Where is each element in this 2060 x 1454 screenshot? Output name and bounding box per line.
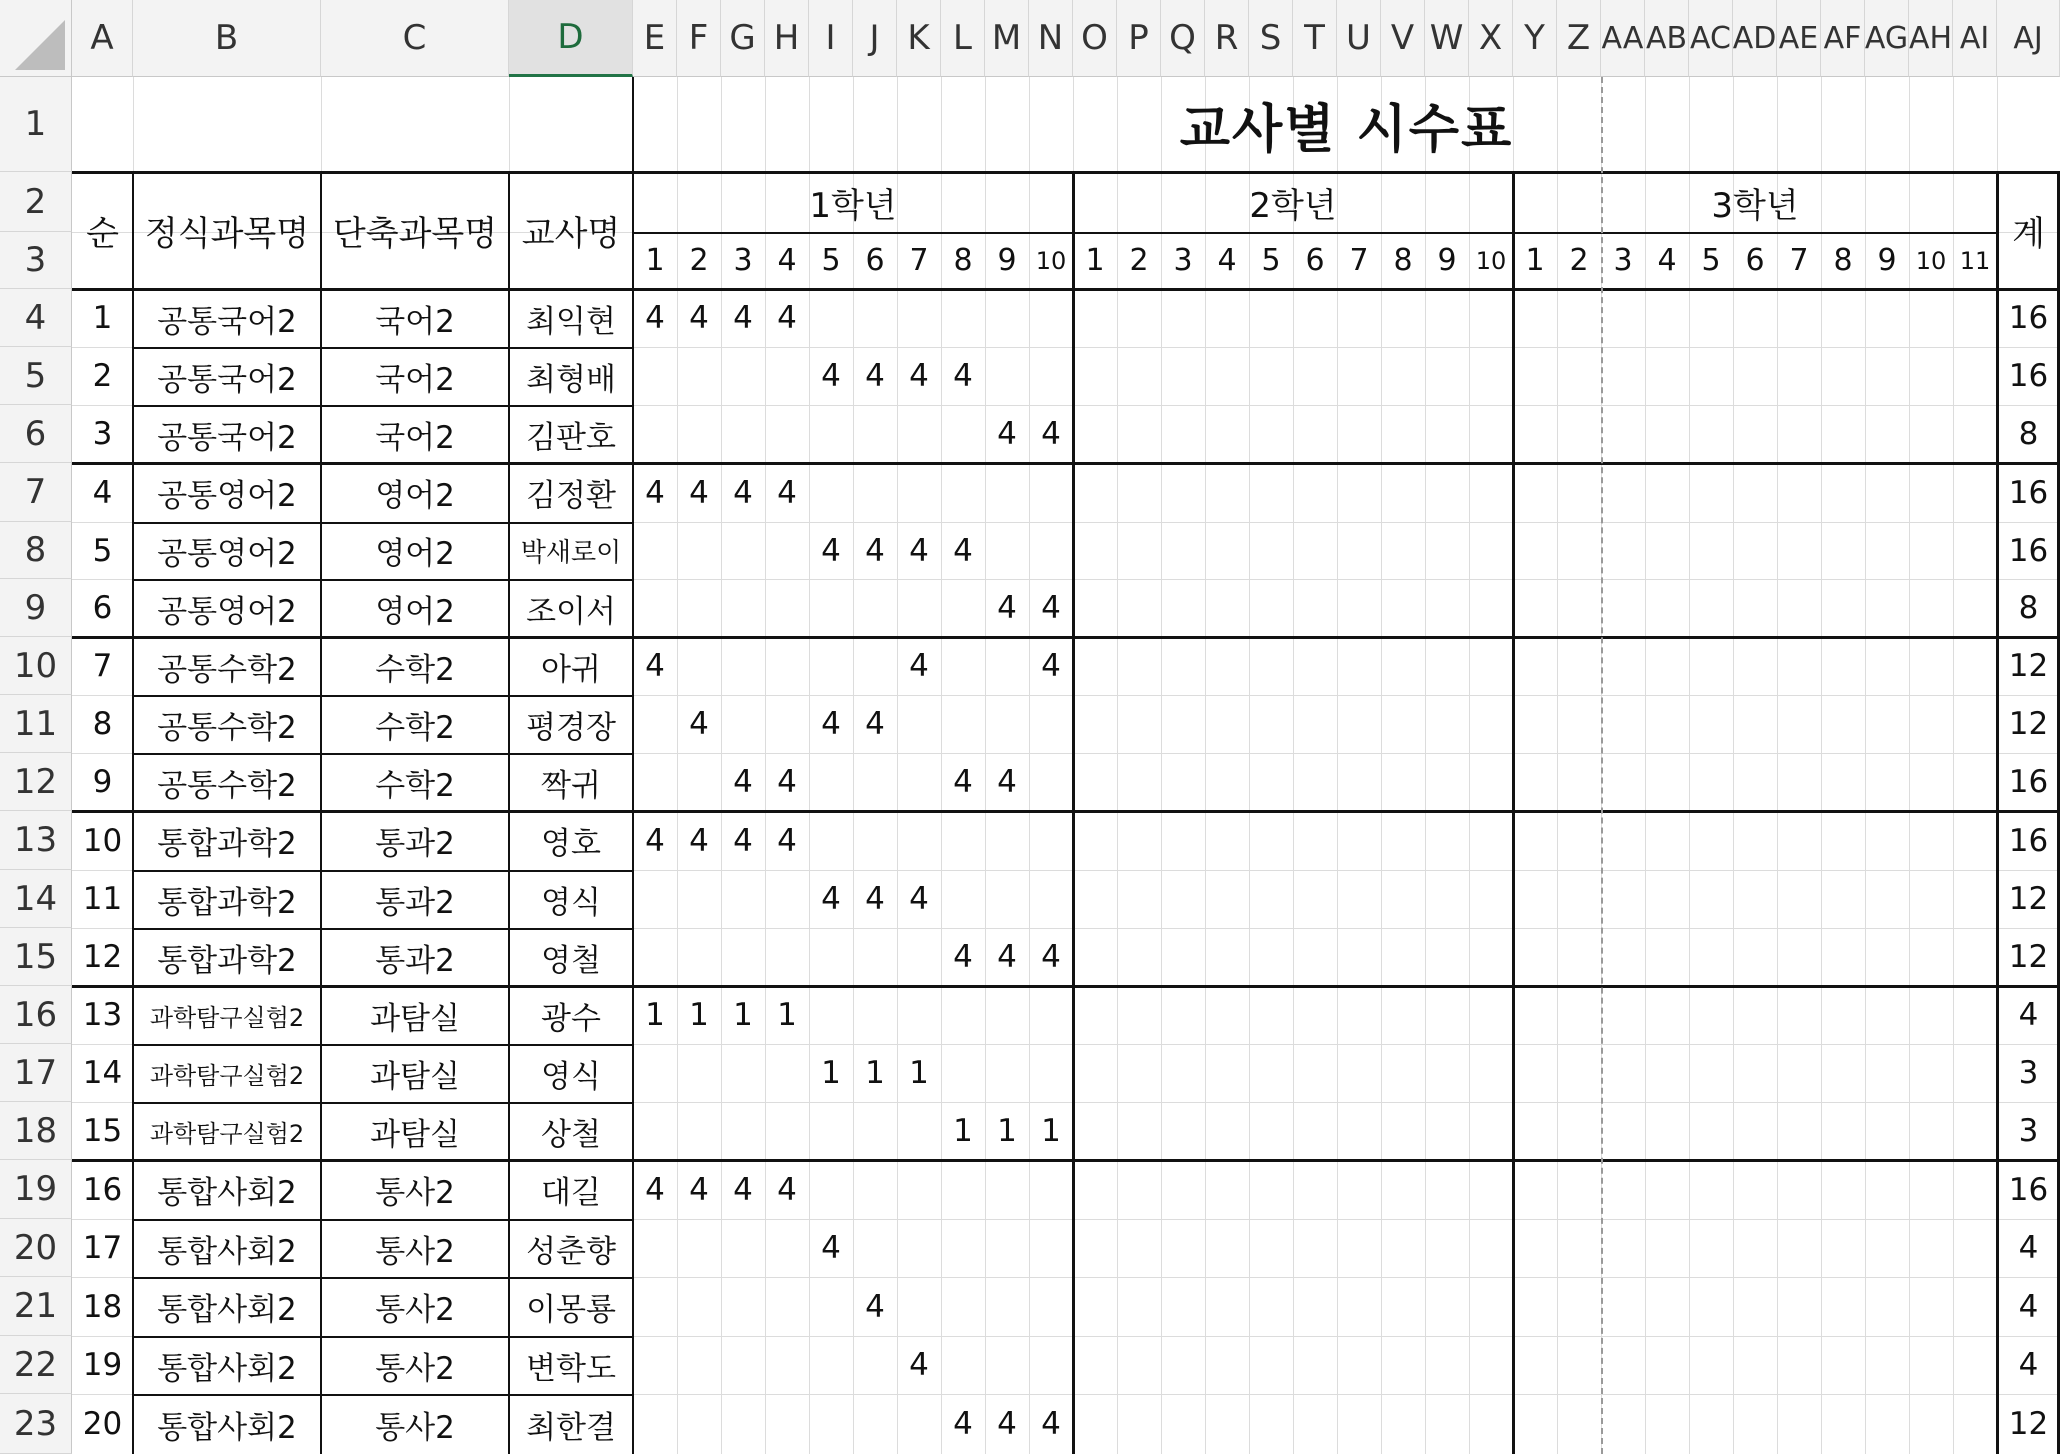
border-total-left [1996, 172, 1999, 1454]
hours-cell[interactable]: 4 [865, 358, 885, 394]
teacher-cell[interactable]: 최익현 [526, 303, 616, 340]
column-header-m[interactable]: M [985, 0, 1029, 77]
seq-cell[interactable]: 9 [92, 764, 113, 800]
seq-cell[interactable]: 17 [82, 1230, 123, 1266]
row-header-12[interactable]: 12 [0, 753, 72, 811]
short-subject-cell[interactable]: 과탐실 [370, 1000, 460, 1037]
total-cell[interactable]: 16 [2008, 532, 2049, 569]
seq-cell[interactable]: 8 [92, 706, 113, 742]
header-class-number[interactable]: 10 [1475, 246, 1507, 275]
hours-cell[interactable]: 4 [909, 1347, 929, 1383]
hours-cell[interactable]: 4 [909, 648, 929, 684]
border-row [133, 695, 633, 697]
hours-cell[interactable]: 4 [865, 1288, 885, 1325]
header-class-number[interactable]: 4 [1217, 243, 1237, 278]
formal-subject-cell[interactable]: 공통수학2 [157, 651, 297, 688]
short-subject-cell[interactable]: 국어2 [375, 303, 455, 340]
formal-subject-cell[interactable]: 공통국어2 [157, 361, 297, 398]
teacher-cell[interactable]: 짝귀 [541, 767, 601, 804]
short-subject-cell[interactable]: 국어2 [375, 361, 455, 398]
column-header-y[interactable]: Y [1513, 0, 1557, 77]
teacher-cell[interactable]: 광수 [541, 1000, 601, 1037]
formal-subject-cell[interactable]: 공통국어2 [157, 419, 297, 456]
hours-cell[interactable]: 4 [821, 706, 841, 742]
hours-cell[interactable]: 1 [645, 997, 665, 1033]
total-cell[interactable]: 4 [2018, 1347, 2039, 1383]
formal-subject-cell[interactable]: 과학탐구실험2 [149, 1119, 305, 1148]
hours-cell[interactable]: 4 [645, 822, 665, 859]
border-row [133, 928, 633, 930]
border-row [133, 811, 633, 813]
short-subject-cell[interactable]: 과탐실 [370, 1116, 460, 1153]
header-formal-subject[interactable]: 정식과목명 [144, 214, 310, 254]
column-header-aa[interactable]: AA [1601, 0, 1645, 77]
hours-cell[interactable]: 4 [733, 1171, 753, 1208]
border-row [133, 1277, 633, 1279]
header-total[interactable]: 계 [2012, 214, 2045, 254]
total-cell[interactable]: 3 [2018, 1055, 2039, 1091]
header-short-subject[interactable]: 단축과목명 [332, 214, 498, 254]
column-header-x[interactable]: X [1469, 0, 1513, 77]
seq-cell[interactable]: 2 [92, 358, 113, 394]
hours-cell[interactable]: 1 [865, 1055, 885, 1091]
teacher-cell[interactable]: 영철 [541, 942, 601, 979]
short-subject-cell[interactable]: 수학2 [375, 767, 455, 804]
hours-cell[interactable]: 4 [645, 474, 665, 511]
short-subject-cell[interactable]: 통사2 [375, 1292, 455, 1328]
border-grade-divider [1072, 172, 1075, 1454]
formal-subject-cell[interactable]: 통합사회2 [157, 1292, 297, 1328]
seq-cell[interactable]: 10 [82, 822, 123, 859]
column-header-ab[interactable]: AB [1645, 0, 1689, 77]
teacher-cell[interactable]: 아귀 [541, 651, 601, 688]
hours-cell[interactable]: 4 [733, 764, 753, 800]
hours-cell[interactable]: 4 [733, 822, 753, 859]
teacher-cell[interactable]: 조이서 [526, 593, 616, 630]
row-header-11[interactable]: 11 [0, 695, 72, 753]
border-row [133, 1394, 633, 1396]
column-header-f[interactable]: F [677, 0, 721, 77]
column-header-s[interactable]: S [1249, 0, 1293, 77]
column-header-ag[interactable]: AG [1865, 0, 1909, 77]
hours-cell[interactable]: 4 [821, 1230, 841, 1266]
total-cell[interactable]: 4 [2018, 1288, 2039, 1325]
row-header-2[interactable]: 2 [0, 172, 72, 232]
hours-cell[interactable]: 4 [777, 822, 797, 859]
short-subject-cell[interactable]: 영어2 [375, 593, 455, 630]
hours-cell[interactable]: 4 [777, 764, 797, 800]
hours-cell[interactable]: 4 [645, 1171, 665, 1208]
hours-cell[interactable]: 4 [777, 1171, 797, 1208]
total-cell[interactable]: 12 [2008, 1406, 2049, 1442]
seq-cell[interactable]: 5 [92, 532, 113, 569]
teacher-cell[interactable]: 최한결 [526, 1409, 616, 1446]
seq-cell[interactable]: 11 [82, 881, 123, 917]
hours-cell[interactable]: 4 [821, 532, 841, 569]
formal-subject-cell[interactable]: 공통영어2 [157, 478, 297, 514]
row-header-7[interactable]: 7 [0, 463, 72, 522]
border-vertical-column [632, 172, 634, 1454]
teacher-cell[interactable]: 영식 [541, 884, 601, 921]
hours-cell[interactable]: 4 [1041, 648, 1061, 684]
hours-cell[interactable]: 4 [777, 474, 797, 511]
formal-subject-cell[interactable]: 과학탐구실험2 [149, 1061, 305, 1090]
formal-subject-cell[interactable]: 공통국어2 [157, 303, 297, 340]
seq-cell[interactable]: 15 [82, 1113, 123, 1149]
column-header-z[interactable]: Z [1557, 0, 1601, 77]
hours-cell[interactable]: 1 [953, 1113, 973, 1149]
header-grade-2[interactable]: 2학년 [1249, 185, 1337, 226]
total-cell[interactable]: 4 [2018, 997, 2039, 1033]
header-class-number[interactable]: 2 [689, 243, 709, 278]
formal-subject-cell[interactable]: 공통영어2 [157, 536, 297, 572]
seq-cell[interactable]: 4 [92, 474, 113, 511]
column-header-w[interactable]: W [1425, 0, 1469, 77]
border-row [133, 870, 633, 872]
column-header-u[interactable]: U [1337, 0, 1381, 77]
hours-cell[interactable]: 4 [777, 300, 797, 336]
hours-cell[interactable]: 4 [733, 300, 753, 336]
seq-cell[interactable]: 3 [92, 416, 113, 452]
total-cell[interactable]: 12 [2008, 881, 2049, 917]
hours-cell[interactable]: 4 [909, 358, 929, 394]
row-header-4[interactable]: 4 [0, 289, 72, 347]
hours-cell[interactable]: 4 [953, 358, 973, 394]
hours-cell[interactable]: 1 [733, 997, 753, 1033]
total-cell[interactable]: 16 [2008, 474, 2049, 511]
row-header-15[interactable]: 15 [0, 928, 72, 986]
select-all-corner[interactable] [0, 0, 72, 77]
row-header-6[interactable]: 6 [0, 405, 72, 463]
column-header-j[interactable]: J [853, 0, 897, 77]
border-row [133, 463, 633, 465]
header-class-number[interactable]: 4 [777, 243, 797, 278]
formal-subject-cell[interactable]: 통합사회2 [157, 1350, 297, 1387]
column-header-v[interactable]: V [1381, 0, 1425, 77]
hours-cell[interactable]: 1 [821, 1055, 841, 1091]
seq-cell[interactable]: 20 [82, 1406, 123, 1442]
column-header-l[interactable]: L [941, 0, 985, 77]
column-header-e[interactable]: E [633, 0, 677, 77]
row-header-9[interactable]: 9 [0, 579, 72, 637]
hours-cell[interactable]: 4 [997, 416, 1017, 452]
hours-cell[interactable]: 4 [1041, 416, 1061, 452]
header-class-number[interactable]: 3 [1613, 243, 1633, 278]
column-header-ac[interactable]: AC [1689, 0, 1733, 77]
hours-cell[interactable]: 4 [953, 764, 973, 800]
hours-cell[interactable]: 4 [645, 648, 665, 684]
header-class-number[interactable]: 7 [1789, 243, 1809, 278]
border-row [133, 522, 633, 524]
hours-cell[interactable]: 4 [909, 532, 929, 569]
border-row [133, 753, 633, 755]
border-vertical-column [508, 172, 510, 1454]
row-header-19[interactable]: 19 [0, 1160, 72, 1219]
header-class-number[interactable]: 8 [1833, 243, 1853, 278]
header-class-number[interactable]: 9 [997, 243, 1017, 278]
formal-subject-cell[interactable]: 통합과학2 [157, 826, 297, 862]
total-cell[interactable]: 16 [2008, 358, 2049, 394]
formal-subject-cell[interactable]: 공통수학2 [157, 709, 297, 746]
hours-cell[interactable]: 1 [1041, 1113, 1061, 1149]
hours-cell[interactable]: 4 [997, 939, 1017, 975]
select-all-triangle-icon [15, 20, 65, 70]
seq-cell[interactable]: 6 [92, 590, 113, 626]
column-header-n[interactable]: N [1029, 0, 1073, 77]
column-header-o[interactable]: O [1073, 0, 1117, 77]
hours-cell[interactable]: 4 [953, 939, 973, 975]
hours-cell[interactable]: 4 [821, 358, 841, 394]
hours-cell[interactable]: 1 [689, 997, 709, 1033]
column-header-r[interactable]: R [1205, 0, 1249, 77]
total-cell[interactable]: 12 [2008, 706, 2049, 742]
hours-cell[interactable]: 4 [865, 706, 885, 742]
short-subject-cell[interactable]: 통사2 [375, 1409, 455, 1446]
header-class-number[interactable]: 6 [1305, 243, 1325, 278]
border-row [133, 579, 633, 581]
border-row [133, 347, 633, 349]
header-class-number[interactable]: 8 [1393, 243, 1413, 278]
formal-subject-cell[interactable]: 공통영어2 [157, 593, 297, 630]
hours-cell[interactable]: 4 [909, 881, 929, 917]
border-table-top [72, 171, 2060, 174]
total-cell[interactable]: 16 [2008, 1171, 2049, 1208]
short-subject-cell[interactable]: 영어2 [375, 478, 455, 514]
border-title-left [632, 77, 634, 172]
row-header-23[interactable]: 23 [0, 1394, 72, 1454]
short-subject-cell[interactable]: 통과2 [375, 884, 455, 921]
header-class-number[interactable]: 6 [1745, 243, 1765, 278]
column-header-aj[interactable]: AJ [1997, 0, 2060, 77]
seq-cell[interactable]: 13 [82, 997, 123, 1033]
formal-subject-cell[interactable]: 통합사회2 [157, 1409, 297, 1446]
column-header-b[interactable]: B [133, 0, 321, 77]
border-row [133, 986, 633, 988]
column-header-c[interactable]: C [321, 0, 509, 77]
short-subject-cell[interactable]: 과탐실 [370, 1058, 460, 1095]
total-cell[interactable]: 12 [2008, 648, 2049, 684]
sheet-title[interactable]: 교사별 시수표 [1179, 100, 1514, 160]
row-header-8[interactable]: 8 [0, 522, 72, 579]
hours-cell[interactable]: 4 [1041, 1406, 1061, 1442]
row-header-5[interactable]: 5 [0, 347, 72, 405]
teacher-cell[interactable]: 대길 [541, 1175, 601, 1211]
hours-cell[interactable]: 4 [1041, 590, 1061, 626]
border-vertical-column [132, 172, 134, 1454]
short-subject-cell[interactable]: 통과2 [375, 942, 455, 979]
header-class-number[interactable]: 9 [1877, 243, 1897, 278]
header-class-number[interactable]: 6 [865, 243, 885, 278]
border-row [133, 1219, 633, 1221]
formal-subject-cell[interactable]: 공통수학2 [157, 767, 297, 804]
teacher-cell[interactable]: 영식 [541, 1058, 601, 1095]
border-grade-under [633, 232, 1997, 234]
row-header-18[interactable]: 18 [0, 1102, 72, 1160]
column-header-af[interactable]: AF [1821, 0, 1865, 77]
hours-cell[interactable]: 4 [689, 1171, 709, 1208]
teacher-cell[interactable]: 영호 [541, 826, 601, 862]
column-header-ad[interactable]: AD [1733, 0, 1777, 77]
hours-cell[interactable]: 4 [689, 706, 709, 742]
seq-cell[interactable]: 18 [82, 1288, 123, 1325]
teacher-cell[interactable]: 평경장 [526, 709, 616, 746]
row-header-13[interactable]: 13 [0, 811, 72, 870]
teacher-cell[interactable]: 성춘향 [526, 1233, 616, 1270]
header-class-number[interactable]: 7 [1349, 243, 1369, 278]
hours-cell[interactable]: 4 [645, 300, 665, 336]
teacher-cell[interactable]: 이몽룡 [526, 1292, 616, 1328]
hours-cell[interactable]: 4 [953, 1406, 973, 1442]
header-seq[interactable]: 순 [86, 214, 119, 254]
row-header-16[interactable]: 16 [0, 986, 72, 1044]
row-header-3[interactable]: 3 [0, 232, 72, 289]
hours-cell[interactable]: 4 [865, 532, 885, 569]
hours-cell[interactable]: 1 [997, 1113, 1017, 1149]
seq-cell[interactable]: 16 [82, 1171, 123, 1208]
column-header-q[interactable]: Q [1161, 0, 1205, 77]
seq-cell[interactable]: 7 [92, 648, 113, 684]
total-cell[interactable]: 16 [2008, 822, 2049, 859]
short-subject-cell[interactable]: 통사2 [375, 1175, 455, 1211]
formal-subject-cell[interactable]: 과학탐구실험2 [149, 1003, 305, 1032]
header-class-number[interactable]: 1 [645, 243, 665, 278]
column-header-ah[interactable]: AH [1909, 0, 1953, 77]
total-cell[interactable]: 8 [2018, 416, 2039, 452]
column-header-a[interactable]: A [72, 0, 133, 77]
teacher-cell[interactable]: 상철 [541, 1116, 601, 1153]
seq-cell[interactable]: 19 [82, 1347, 123, 1383]
total-cell[interactable]: 16 [2008, 300, 2049, 336]
teacher-cell[interactable]: 김정환 [526, 478, 616, 514]
hours-cell[interactable]: 4 [689, 822, 709, 859]
border-row [133, 1102, 633, 1104]
column-header-ae[interactable]: AE [1777, 0, 1821, 77]
header-class-number[interactable]: 2 [1569, 243, 1589, 278]
row-header-17[interactable]: 17 [0, 1044, 72, 1102]
seq-cell[interactable]: 12 [82, 939, 123, 975]
formal-subject-cell[interactable]: 통합사회2 [157, 1175, 297, 1211]
hours-cell[interactable]: 4 [689, 474, 709, 511]
hours-cell[interactable]: 4 [733, 474, 753, 511]
hours-cell[interactable]: 1 [909, 1055, 929, 1091]
hours-cell[interactable]: 4 [1041, 939, 1061, 975]
border-grade-divider [1512, 172, 1515, 1454]
teacher-cell[interactable]: 변학도 [526, 1350, 616, 1387]
teacher-cell[interactable]: 박새로이 [520, 538, 622, 568]
hours-cell[interactable]: 4 [821, 881, 841, 917]
header-class-number[interactable]: 3 [1173, 243, 1193, 278]
row-header-20[interactable]: 20 [0, 1219, 72, 1277]
short-subject-cell[interactable]: 통사2 [375, 1233, 455, 1270]
hours-cell[interactable]: 4 [997, 764, 1017, 800]
header-class-number[interactable]: 1 [1525, 243, 1545, 278]
row-header-21[interactable]: 21 [0, 1277, 72, 1336]
header-class-number[interactable]: 10 [1915, 246, 1947, 275]
column-header-g[interactable]: G [721, 0, 765, 77]
seq-cell[interactable]: 14 [82, 1055, 123, 1091]
hours-cell[interactable]: 4 [997, 1406, 1017, 1442]
border-row [133, 1336, 633, 1338]
header-class-number[interactable]: 5 [821, 243, 841, 278]
row-header-10[interactable]: 10 [0, 637, 72, 695]
column-header-p[interactable]: P [1117, 0, 1161, 77]
border-vertical-column [320, 172, 322, 1454]
header-class-number[interactable]: 5 [1701, 243, 1721, 278]
header-class-number[interactable]: 7 [909, 243, 929, 278]
header-grade-1[interactable]: 1학년 [809, 185, 897, 226]
total-cell[interactable]: 12 [2008, 939, 2049, 975]
formal-subject-cell[interactable]: 통합과학2 [157, 884, 297, 921]
total-cell[interactable]: 4 [2018, 1230, 2039, 1266]
column-header-d[interactable]: D [509, 0, 633, 77]
header-grade-3[interactable]: 3학년 [1711, 185, 1799, 226]
teacher-cell[interactable]: 김판호 [526, 419, 616, 456]
total-cell[interactable]: 3 [2018, 1113, 2039, 1149]
column-header-i[interactable]: I [809, 0, 853, 77]
total-cell[interactable]: 16 [2008, 764, 2049, 800]
page-break-line [1601, 77, 1603, 1454]
header-class-number[interactable]: 4 [1657, 243, 1677, 278]
hours-cell[interactable]: 4 [997, 590, 1017, 626]
border-row [133, 1160, 633, 1162]
header-class-number[interactable]: 2 [1129, 243, 1149, 278]
short-subject-cell[interactable]: 통사2 [375, 1350, 455, 1387]
header-class-number[interactable]: 9 [1437, 243, 1457, 278]
formal-subject-cell[interactable]: 통합사회2 [157, 1233, 297, 1270]
column-header-ai[interactable]: AI [1953, 0, 1997, 77]
short-subject-cell[interactable]: 통과2 [375, 826, 455, 862]
total-cell[interactable]: 8 [2018, 590, 2039, 626]
border-row [133, 405, 633, 407]
column-header-t[interactable]: T [1293, 0, 1337, 77]
row-header-1[interactable]: 1 [0, 77, 72, 172]
row-header-22[interactable]: 22 [0, 1336, 72, 1394]
teacher-cell[interactable]: 최형배 [526, 361, 616, 398]
short-subject-cell[interactable]: 국어2 [375, 419, 455, 456]
border-row [133, 1044, 633, 1046]
formal-subject-cell[interactable]: 통합과학2 [157, 942, 297, 979]
border-row [133, 637, 633, 639]
short-subject-cell[interactable]: 수학2 [375, 651, 455, 688]
border-row3-under-header [72, 288, 2060, 291]
column-header-h[interactable]: H [765, 0, 809, 77]
header-class-number[interactable]: 10 [1035, 246, 1067, 275]
header-class-number[interactable]: 1 [1085, 243, 1105, 278]
short-subject-cell[interactable]: 영어2 [375, 536, 455, 572]
header-class-number[interactable]: 5 [1261, 243, 1281, 278]
hours-cell[interactable]: 4 [865, 881, 885, 917]
row-header-14[interactable]: 14 [0, 870, 72, 928]
header-class-number[interactable]: 3 [733, 243, 753, 278]
hours-cell[interactable]: 1 [777, 997, 797, 1033]
header-class-number[interactable]: 8 [953, 243, 973, 278]
hours-cell[interactable]: 4 [953, 532, 973, 569]
header-class-number[interactable]: 11 [1959, 246, 1991, 275]
seq-cell[interactable]: 1 [92, 300, 113, 336]
header-teacher[interactable]: 교사명 [521, 214, 621, 254]
column-header-k[interactable]: K [897, 0, 941, 77]
short-subject-cell[interactable]: 수학2 [375, 709, 455, 746]
hours-cell[interactable]: 4 [689, 300, 709, 336]
